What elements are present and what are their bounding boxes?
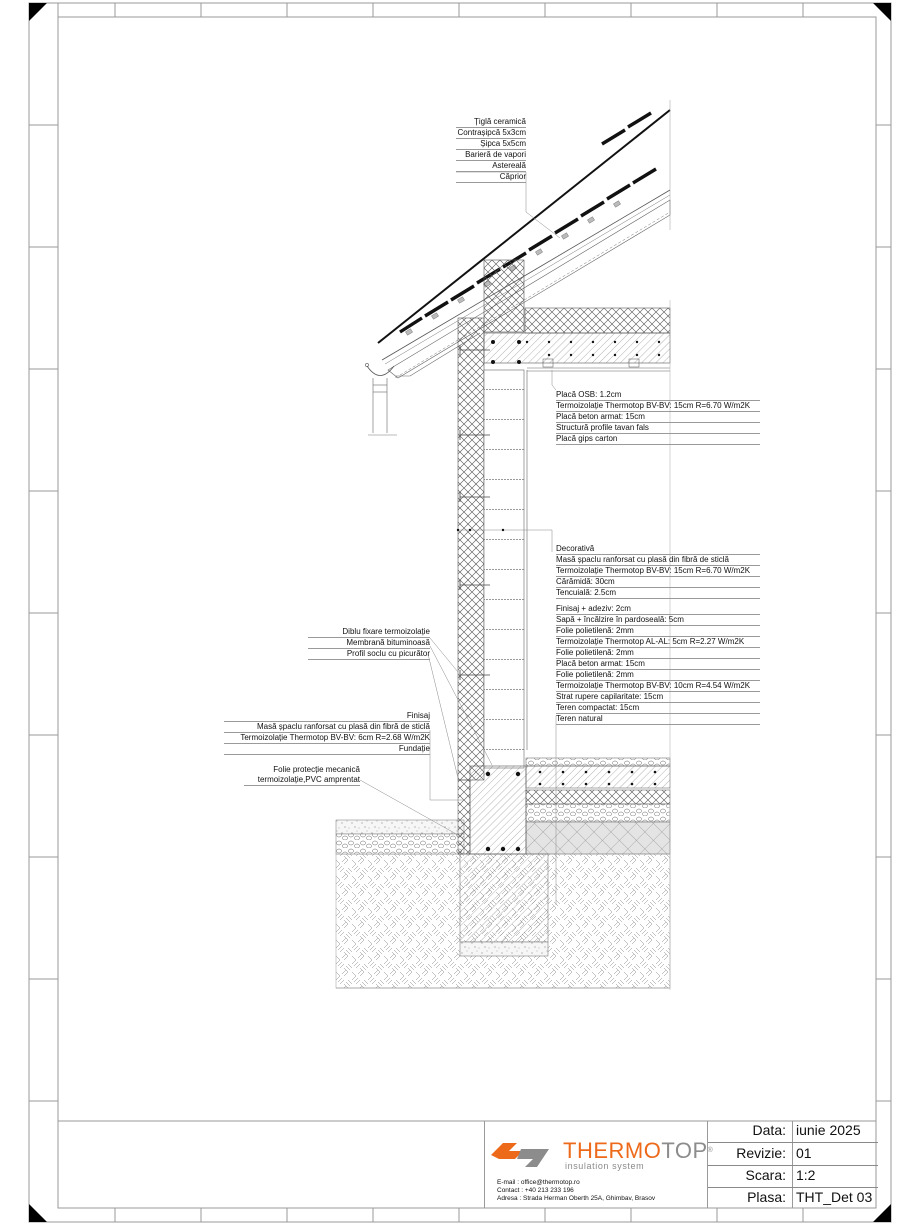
ceiling-labels	[556, 390, 760, 445]
wall-label: Decorativă	[556, 544, 760, 555]
protection-labels	[244, 765, 360, 786]
ceiling-label: Placă beton armat: 15cm	[556, 412, 760, 423]
field-date-key: Data:	[752, 1122, 786, 1138]
registered-mark: ®	[707, 1147, 714, 1154]
roof-label: Șipca 5x5cm	[456, 139, 526, 150]
protection-label: Folie protecție mecanică	[273, 765, 360, 774]
field-scale	[708, 1164, 878, 1188]
brand-name-part1: THERMO	[563, 1138, 662, 1163]
ceiling-label: Termoizolație Thermotop BV-BV: 15cm R=6.70 W/m2K	[556, 401, 760, 412]
field-scale-key: Scara:	[745, 1167, 786, 1183]
contact-address: Adresa : Strada Herman Oberth 25A, Ghimbav, Brasov	[497, 1195, 656, 1202]
wall-labels	[556, 544, 760, 599]
floor-label: Termoizolație Thermotop BV-BV: 10cm R=4.54 W/m2K	[556, 681, 760, 692]
protection-label: termoizolație,PVC amprentat	[244, 775, 360, 786]
roof-labels	[456, 117, 526, 183]
contact-phone: Contact : +40 213 233 196	[497, 1187, 574, 1194]
floor-label: Teren compactat: 15cm	[556, 703, 760, 714]
wall-label: Masă șpaclu ranforsat cu plasă din fibră de sticlă	[556, 555, 760, 566]
foundation-labels	[224, 711, 430, 755]
plinth-label: Diblu fixare termoizolație	[308, 627, 430, 638]
ceiling-label: Structură profile tavan fals	[556, 423, 760, 434]
field-sheet-value: THT_Det 03	[796, 1189, 873, 1205]
corner-marker-bl	[29, 1204, 47, 1222]
foundation-label: Finisaj	[224, 711, 430, 722]
field-date-value: iunie 2025	[796, 1122, 861, 1138]
roof-label: Căprior	[456, 172, 526, 183]
plinth-labels	[308, 627, 430, 660]
floor-label: Folie polietilenă: 2mm	[556, 670, 760, 681]
roof-label: Contrașipcă 5x3cm	[457, 128, 526, 137]
ceiling-label: Placă gips carton	[556, 434, 760, 445]
wall-label: Cărămidă: 30cm	[556, 577, 760, 588]
floor-label: Folie polietilenă: 2mm	[556, 626, 760, 637]
foundation-label: Masă șpaclu ranforsat cu plasă din fibră de sticlă	[224, 722, 430, 733]
field-scale-value: 1:2	[796, 1167, 816, 1183]
field-revision-key: Revizie:	[736, 1145, 786, 1161]
floor-label: Finisaj + adeziv: 2cm	[556, 604, 760, 615]
title-fields	[707, 1121, 878, 1208]
floor-label: Teren natural	[556, 714, 760, 725]
field-sheet-key: Plasa:	[747, 1189, 786, 1205]
field-revision-value: 01	[796, 1145, 812, 1161]
corner-marker-tl	[29, 3, 47, 21]
roof-label: Țiglă ceramică	[456, 117, 526, 128]
field-sheet	[708, 1186, 878, 1209]
floor-labels	[556, 604, 760, 725]
company-logo	[485, 1121, 714, 1208]
plinth-label: Membrană bituminoasă	[308, 638, 430, 649]
thermotop-logo-icon	[491, 1141, 553, 1169]
wall-label: Termoizolație Thermotop BV-BV: 15cm R=6.70 W/m2K	[556, 566, 760, 577]
floor-label: Folie polietilenă: 2mm	[556, 648, 760, 659]
ceiling-label: Placă OSB: 1.2cm	[556, 390, 760, 401]
field-revision	[708, 1142, 878, 1166]
roof-label: Astereală	[456, 161, 526, 172]
plinth-label: Profil soclu cu picurător	[308, 649, 430, 660]
floor-label: Sapă + încălzire în pardoseală: 5cm	[556, 615, 760, 626]
floor-label: Placă beton armat: 15cm	[556, 659, 760, 670]
brand-name	[563, 1140, 713, 1162]
contact-email: E-mail : office@thermotop.ro	[497, 1179, 580, 1186]
title-block	[484, 1121, 877, 1208]
wall-label: Tencuială: 2.5cm	[556, 588, 760, 599]
roof-label: Barieră de vapori	[456, 150, 526, 161]
floor-label: Termoizolație Thermotop AL-AL: 5cm R=2.27 W/m2K	[556, 637, 760, 648]
brand-name-part2: TOP	[661, 1138, 708, 1163]
floor-label: Strat rupere capilaritate: 15cm	[556, 692, 760, 703]
foundation-label: Termoizolație Thermotop BV-BV: 6cm R=2.68 W/m2K	[224, 733, 430, 744]
field-date	[708, 1119, 878, 1143]
brand-tagline: insulation system	[565, 1161, 645, 1171]
foundation-label: Fundație	[224, 744, 430, 755]
